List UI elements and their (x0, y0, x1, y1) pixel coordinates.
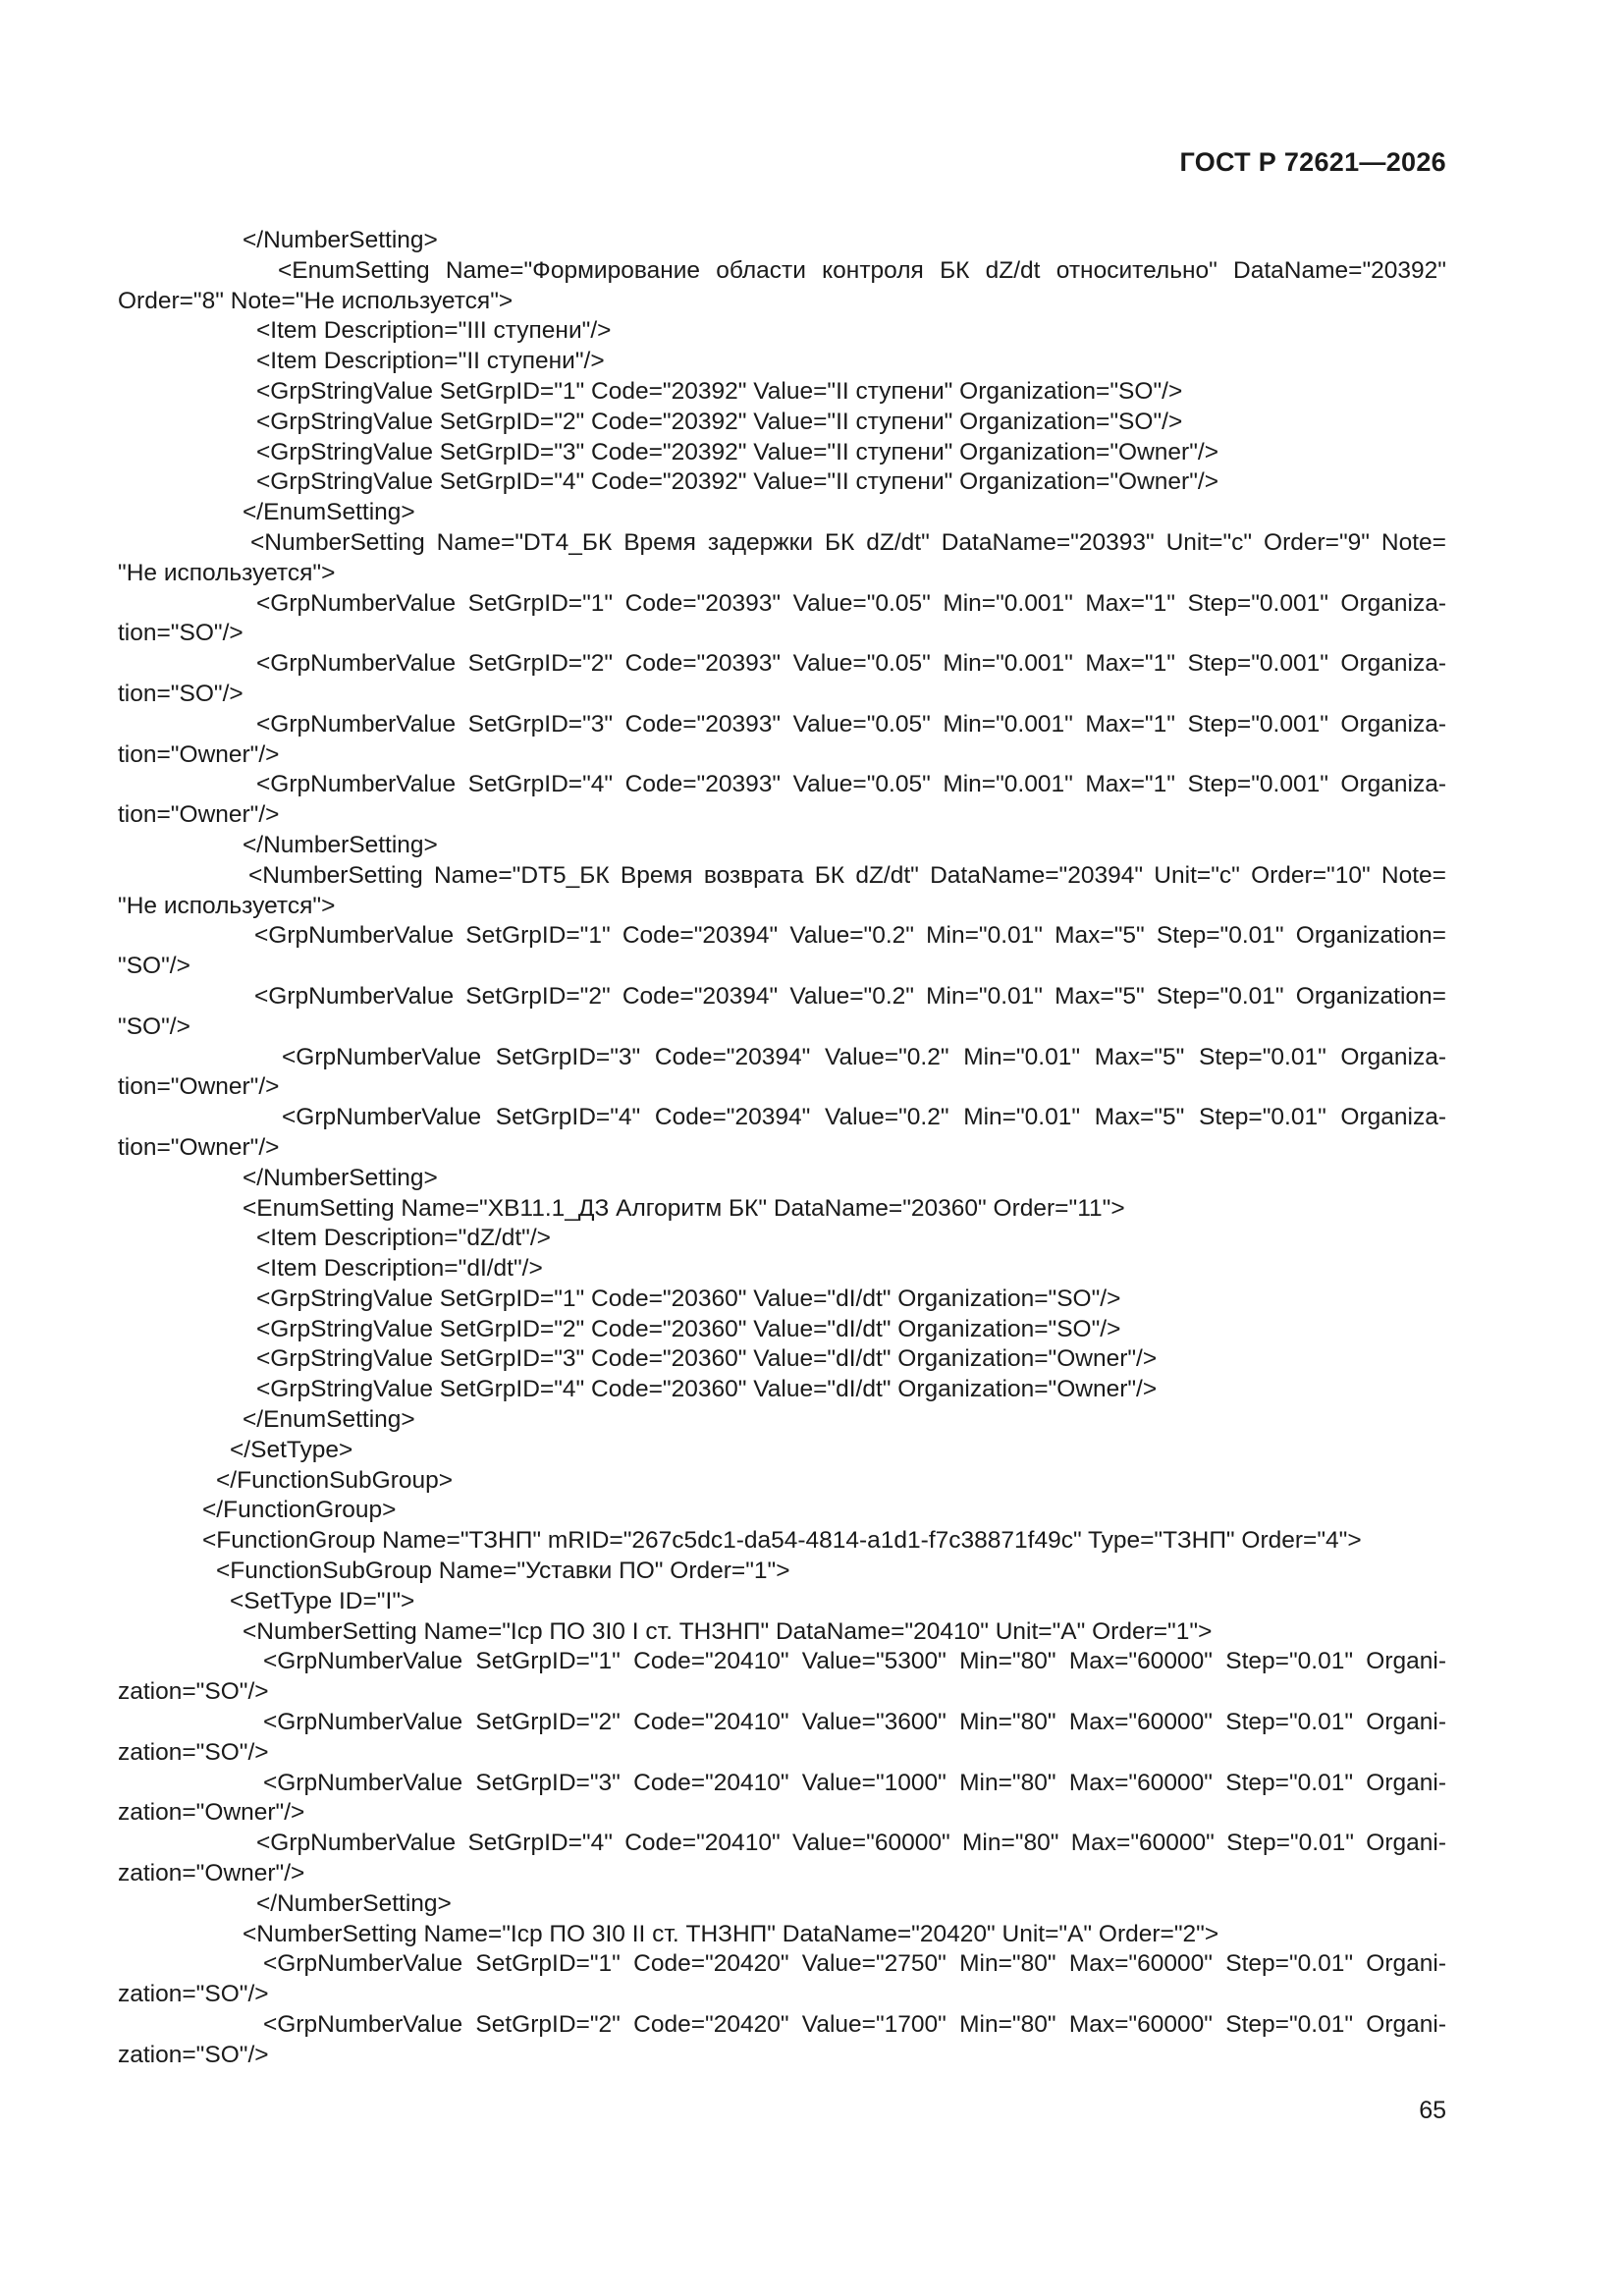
code-line: <GrpNumberValue SetGrpID="3" Code="20410" Value="1000" Min="80" Max="60000" Step="0.01" Organi- (263, 1769, 1446, 1796)
code-line: "SO"/> (118, 953, 190, 980)
code-line: zation="SO"/> (118, 1678, 269, 1706)
xml-listing (118, 226, 1446, 2071)
code-line: <EnumSetting Name="XB11.1_ДЗ Алгоритм БК" DataName="20360" Order="11"> (243, 1194, 1125, 1222)
code-line: <GrpStringValue SetGrpID="4" Code="20392" Value="II ступени" Organization="Owner"/> (256, 468, 1219, 496)
code-line: <GrpStringValue SetGrpID="1" Code="20360" Value="dI/dt" Organization="SO"/> (256, 1285, 1121, 1312)
code-line: </NumberSetting> (243, 831, 438, 858)
code-line: "Не используется"> (118, 559, 336, 586)
code-line: <GrpNumberValue SetGrpID="2" Code="20410" Value="3600" Min="80" Max="60000" Step="0.01" Organi- (263, 1709, 1446, 1736)
code-line: </NumberSetting> (256, 1889, 452, 1917)
code-line: "SO"/> (118, 1012, 190, 1040)
code-line: tion="SO"/> (118, 620, 243, 647)
code-line: zation="SO"/> (118, 1981, 269, 2008)
code-line: <GrpStringValue SetGrpID="3" Code="20392" Value="II ступени" Organization="Owner"/> (256, 438, 1219, 465)
code-line: </NumberSetting> (243, 227, 438, 253)
code-line: zation="SO"/> (118, 1738, 269, 1766)
code-line: <Item Description="dZ/dt"/> (256, 1225, 551, 1252)
code-line: tion="Owner"/> (118, 1073, 280, 1101)
code-line: <GrpNumberValue SetGrpID="3" Code="20393" Value="0.05" Min="0.001" Max="1" Step="0.001" Organiza- (256, 710, 1446, 738)
code-line: tion="Owner"/> (118, 1133, 280, 1161)
code-line: </EnumSetting> (243, 499, 415, 526)
code-line: <GrpStringValue SetGrpID="2" Code="20392" Value="II ступени" Organization="SO"/> (256, 408, 1183, 435)
code-line: <GrpNumberValue SetGrpID="2" Code="20420" Value="1700" Min="80" Max="60000" Step="0.01" Organi- (263, 2011, 1446, 2039)
code-line: "Не используется"> (118, 892, 336, 919)
code-line: <GrpNumberValue SetGrpID="1" Code="20420" Value="2750" Min="80" Max="60000" Step="0.01" Organi- (263, 1950, 1446, 1978)
code-line: <GrpNumberValue SetGrpID="4" Code="20393" Value="0.05" Min="0.001" Max="1" Step="0.001" Organiza- (256, 771, 1446, 798)
code-line: <SetType ID="I"> (230, 1587, 415, 1614)
code-line: <GrpNumberValue SetGrpID="4" Code="20410" Value="60000" Min="80" Max="60000" Step="0.01" Organi- (256, 1830, 1446, 1857)
code-line: <NumberSetting Name="Icp ПО 3I0 II ст. ТНЗНП" DataName="20420" Unit="A" Order="2"> (243, 1920, 1219, 1947)
code-line: <FunctionSubGroup Name="Уставки ПО" Order="1"> (216, 1558, 790, 1585)
code-line: <GrpStringValue SetGrpID="2" Code="20360" Value="dI/dt" Organization="SO"/> (256, 1315, 1121, 1342)
code-line: zation="Owner"/> (118, 1860, 305, 1887)
code-line: </SetType> (230, 1436, 353, 1463)
code-line: </NumberSetting> (243, 1164, 438, 1191)
code-line: <GrpNumberValue SetGrpID="2" Code="20393" Value="0.05" Min="0.001" Max="1" Step="0.001" Organiza- (256, 650, 1446, 678)
code-line: </EnumSetting> (243, 1406, 415, 1434)
code-line: <FunctionGroup Name="ТЗНП" mRID="267c5dc1-da54-4814-a1d1-f7c38871f49c" Type="ТЗНП" Order="4"> (202, 1527, 1362, 1555)
code-line: <GrpStringValue SetGrpID="1" Code="20392" Value="II ступени" Organization="SO"/> (256, 377, 1183, 405)
code-line: <Item Description="II ступени"/> (256, 348, 605, 375)
code-line: <GrpStringValue SetGrpID="3" Code="20360" Value="dI/dt" Organization="Owner"/> (256, 1345, 1158, 1373)
code-line: <Item Description="dI/dt"/> (256, 1255, 543, 1283)
code-line: Order="8" Note="Не используется"> (118, 287, 514, 314)
code-line: <Item Description="III ступени"/> (256, 317, 612, 345)
code-line: <NumberSetting Name="DT5_БК Время возврата БК dZ/dt" DataName="20394" Unit="c" Order="10" Note= (248, 861, 1446, 889)
code-line: <GrpNumberValue SetGrpID="2" Code="20394" Value="0.2" Min="0.01" Max="5" Step="0.01" Organization= (254, 982, 1446, 1010)
code-line: <GrpNumberValue SetGrpID="4" Code="20394" Value="0.2" Min="0.01" Max="5" Step="0.01" Organiza- (282, 1104, 1446, 1131)
code-line: <GrpStringValue SetGrpID="4" Code="20360" Value="dI/dt" Organization="Owner"/> (256, 1376, 1158, 1403)
code-line: <NumberSetting Name="DT4_БК Время задержки БК dZ/dt" DataName="20393" Unit="c" Order="9" Note= (250, 528, 1446, 556)
code-line: <GrpNumberValue SetGrpID="1" Code="20410" Value="5300" Min="80" Max="60000" Step="0.01" Organi- (263, 1648, 1446, 1675)
code-line: tion="SO"/> (118, 680, 243, 707)
code-line: </FunctionGroup> (202, 1497, 397, 1524)
document-header: ГОСТ Р 72621—2026 (1179, 147, 1446, 177)
code-line: <GrpNumberValue SetGrpID="1" Code="20394" Value="0.2" Min="0.01" Max="5" Step="0.01" Organization= (254, 922, 1446, 950)
page-number: 65 (1419, 2097, 1446, 2124)
code-line: </FunctionSubGroup> (216, 1466, 454, 1494)
code-line: zation="Owner"/> (118, 1799, 305, 1827)
code-line: <GrpNumberValue SetGrpID="3" Code="20394" Value="0.2" Min="0.01" Max="5" Step="0.01" Organiza- (282, 1043, 1446, 1070)
code-line: tion="Owner"/> (118, 740, 280, 768)
code-line: <EnumSetting Name="Формирование области контроля БК dZ/dt относительно" DataName="20392" (278, 256, 1446, 284)
code-line: tion="Owner"/> (118, 801, 280, 829)
code-line: <GrpNumberValue SetGrpID="1" Code="20393" Value="0.05" Min="0.001" Max="1" Step="0.001" Organiza- (256, 589, 1446, 617)
code-line: zation="SO"/> (118, 2041, 269, 2068)
code-line: <NumberSetting Name="Icp ПО 3I0 I ст. ТНЗНП" DataName="20410" Unit="A" Order="1"> (243, 1617, 1213, 1645)
